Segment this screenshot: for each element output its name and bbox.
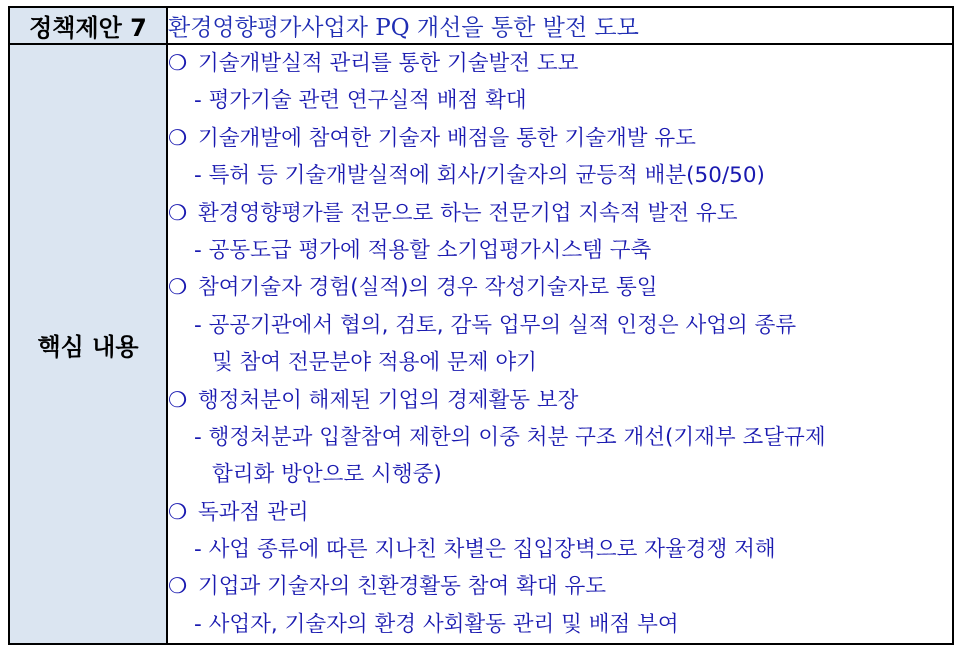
bullet-item <box>168 45 952 82</box>
bullet-item <box>168 568 952 605</box>
sub-item <box>168 456 952 493</box>
circle-bullet-icon: ❍ <box>168 574 188 600</box>
proposal-title: 환경영향평가사업자 PQ 개선을 통한 발전 도모 <box>167 7 953 44</box>
circle-bullet-icon: ❍ <box>168 275 188 301</box>
item-text: - 행정처분과 입찰참여 제한의 이중 처분 구조 개선(기재부 조달규제 <box>194 424 826 450</box>
item-text: 기업과 기술자의 친환경활동 참여 확대 유도 <box>198 574 607 600</box>
item-text: 합리화 방안으로 시행중) <box>212 462 442 488</box>
content-row <box>9 44 953 644</box>
item-text: 참여기술자 경험(실적)의 경우 작성기술자로 통일 <box>198 275 658 301</box>
sub-item <box>168 531 952 568</box>
item-text: - 특허 등 기술개발실적에 회사/기술자의 균등적 배분(50/50) <box>194 163 765 189</box>
sub-item <box>168 344 952 381</box>
sub-item <box>168 606 952 643</box>
core-content-list <box>167 44 953 644</box>
policy-proposal-table <box>8 6 952 645</box>
title-row <box>9 7 953 44</box>
circle-bullet-icon: ❍ <box>168 200 188 226</box>
item-text: 및 참여 전문분야 적용에 문제 야기 <box>212 350 537 376</box>
circle-bullet-icon: ❍ <box>168 387 188 413</box>
item-text: 독과점 관리 <box>198 499 309 525</box>
sub-item <box>168 157 952 194</box>
proposal-number-label: 정책제안 7 <box>9 7 167 44</box>
circle-bullet-icon: ❍ <box>168 499 188 525</box>
core-content-label: 핵심 내용 <box>9 44 167 644</box>
item-text: - 공공기관에서 협의, 검토, 감독 업무의 실적 인정은 사업의 종류 <box>194 312 797 338</box>
sub-item <box>168 419 952 456</box>
item-text: 환경영향평가를 전문으로 하는 전문기업 지속적 발전 유도 <box>198 200 738 226</box>
bullet-item <box>168 195 952 232</box>
sub-item <box>168 307 952 344</box>
bullet-item <box>168 494 952 531</box>
item-text: 행정처분이 해제된 기업의 경제활동 보장 <box>198 387 579 413</box>
bullet-item <box>168 120 952 157</box>
item-text: - 평가기술 관련 연구실적 배점 확대 <box>194 88 527 114</box>
item-text: 기술개발에 참여한 기술자 배점을 통한 기술개발 유도 <box>198 125 696 151</box>
sub-item <box>168 82 952 119</box>
bullet-item <box>168 269 952 306</box>
sub-item <box>168 232 952 269</box>
policy-table <box>8 6 954 645</box>
item-text: - 사업 종류에 따른 지나친 차별은 집입장벽으로 자율경쟁 저해 <box>194 537 776 563</box>
item-text: - 공동도급 평가에 적용할 소기업평가시스템 구축 <box>194 237 652 263</box>
item-text: - 사업자, 기술자의 환경 사회활동 관리 및 배점 부여 <box>194 611 679 637</box>
item-text: 기술개발실적 관리를 통한 기술발전 도모 <box>198 51 579 76</box>
bullet-item <box>168 382 952 419</box>
circle-bullet-icon: ❍ <box>168 125 188 151</box>
circle-bullet-icon: ❍ <box>168 51 188 76</box>
